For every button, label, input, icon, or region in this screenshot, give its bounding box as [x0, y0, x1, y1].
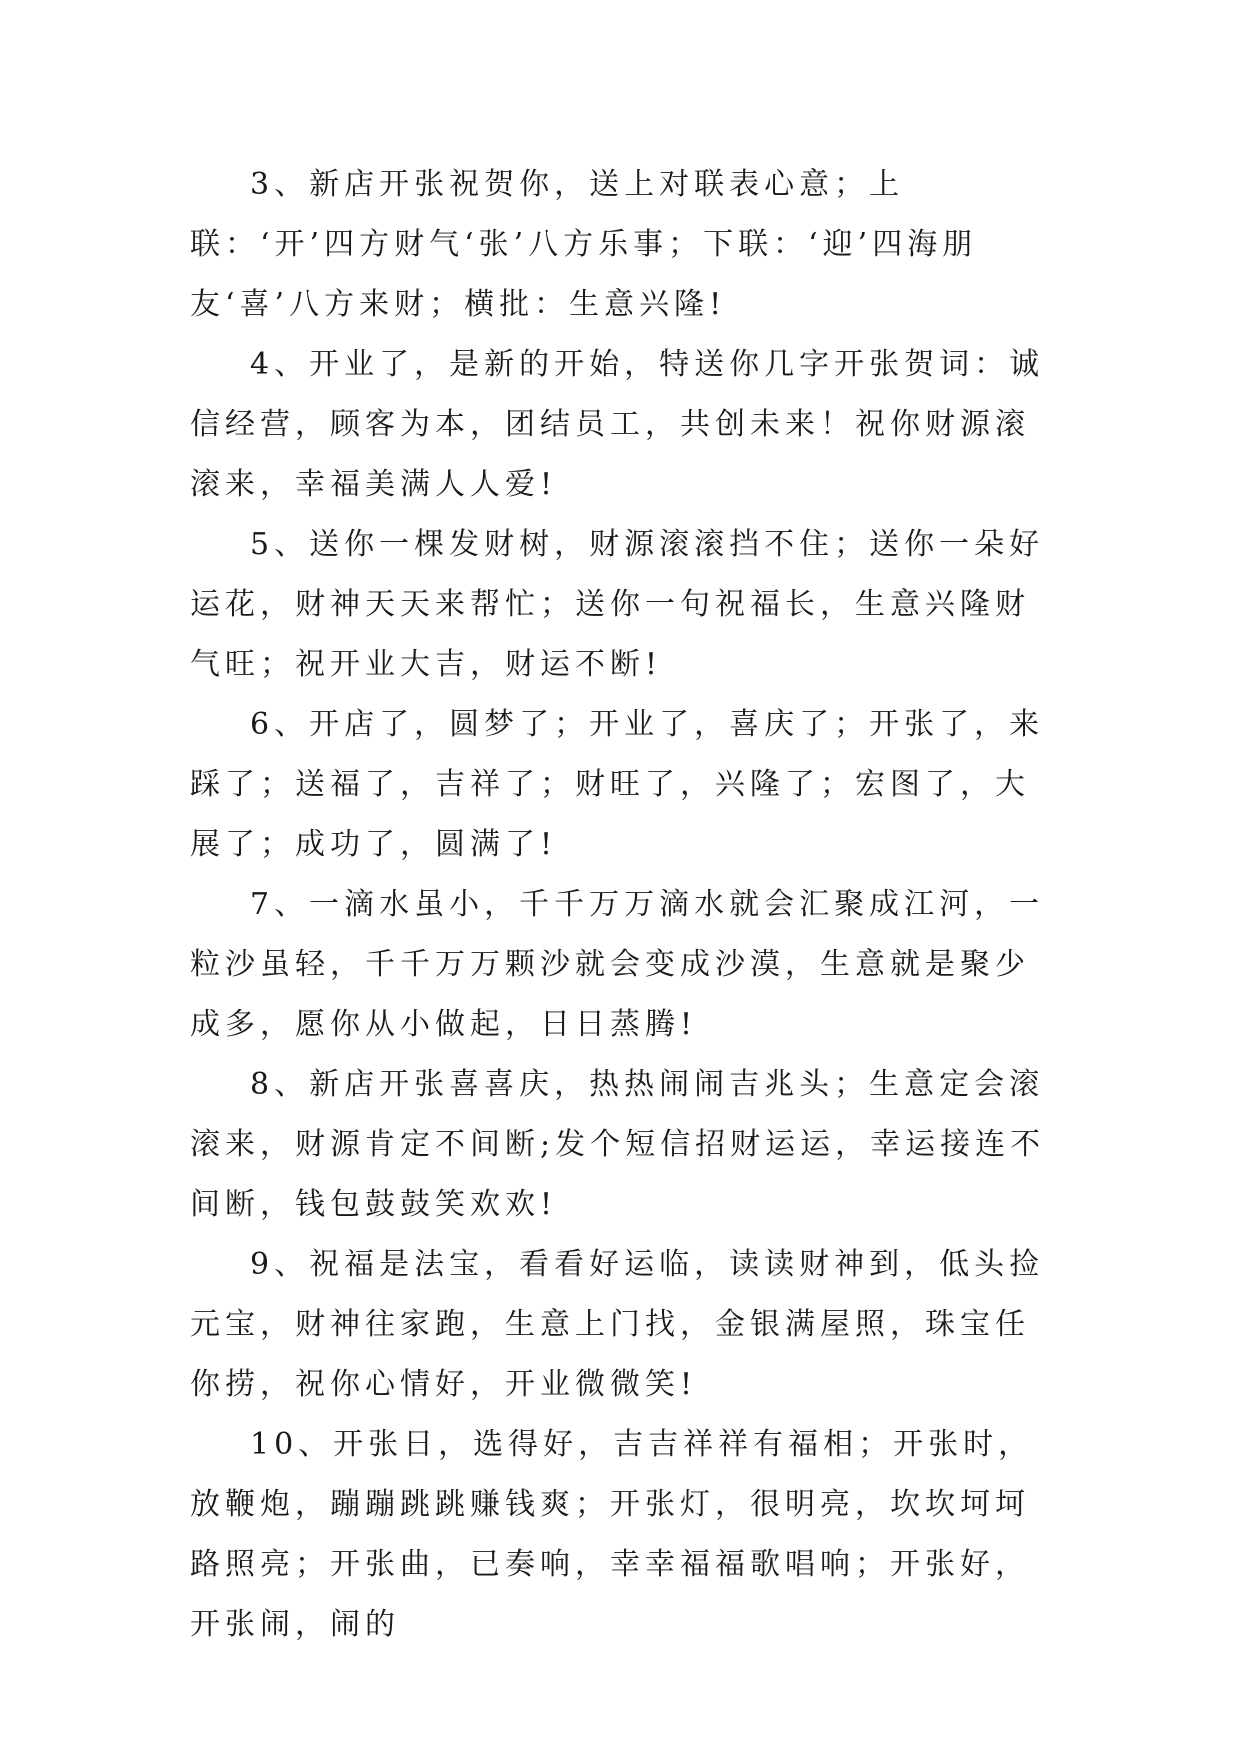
- document-body: [190, 155, 1050, 1655]
- paragraph-6: 6、开店了，圆梦了；开业了，喜庆了；开张了，来踩了；送福了，吉祥了；财旺了，兴隆了；宏图了，大展了；成功了，圆满了!: [190, 707, 1045, 862]
- paragraph-3: 3、新店开张祝贺你，送上对联表心意；上联：‘开’四方财气‘张’八方乐事；下联：‘迎’四海朋友‘喜’八方来财；横批：生意兴隆!: [190, 167, 978, 322]
- paragraph-5: 5、送你一棵发财树，财源滚滚挡不住；送你一朵好运花，财神天天来帮忙；送你一句祝福长，生意兴隆财气旺；祝开业大吉，财运不断!: [190, 527, 1045, 682]
- paragraph-9: 9、祝福是法宝，看看好运临，读读财神到，低头捡元宝，财神往家跑，生意上门找，金银满屋照，珠宝任你捞，祝你心情好，开业微微笑!: [190, 1247, 1045, 1402]
- paragraph-8: 8、新店开张喜喜庆，热热闹闹吉兆头；生意定会滚滚来，财源肯定不间断;发个短信招财运运，幸运接连不间断，钱包鼓鼓笑欢欢!: [190, 1067, 1046, 1222]
- paragraph-10: 10、开张日，选得好，吉吉祥祥有福相；开张时，放鞭炮，蹦蹦跳跳赚钱爽；开张灯，很明亮，坎坎坷坷路照亮；开张曲，已奏响，幸幸福福歌唱响；开张好，开张闹，闹的: [190, 1427, 1034, 1642]
- paragraph-4: 4、开业了，是新的开始，特送你几字开张贺词：诚信经营，顾客为本，团结员工，共创未来！祝你财源滚滚来，幸福美满人人爱!: [190, 347, 1045, 502]
- paragraph-7: 7、一滴水虽小，千千万万滴水就会汇聚成江河，一粒沙虽轻，千千万万颗沙就会变成沙漠，生意就是聚少成多，愿你从小做起，日日蒸腾!: [190, 887, 1045, 1042]
